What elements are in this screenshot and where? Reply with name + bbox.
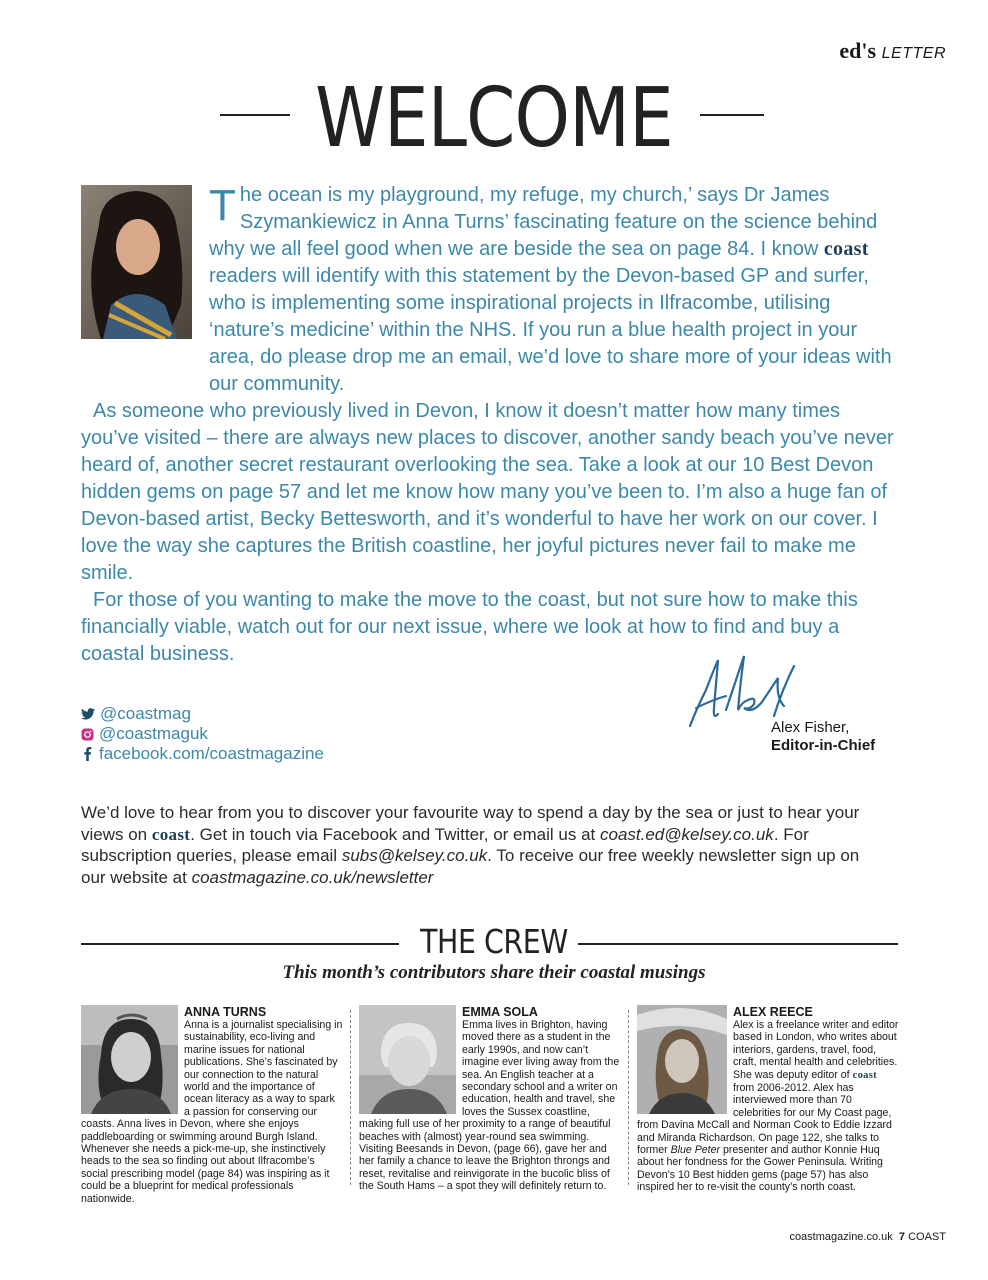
contributor-photo-anna <box>81 1005 178 1114</box>
footer-site: coastmagazine.co.uk <box>789 1231 893 1243</box>
crew-rule-right <box>578 943 898 945</box>
section-label-eds: ed's <box>839 38 877 63</box>
facebook-url: facebook.com/coastmagazine <box>99 744 324 763</box>
newsletter-url[interactable]: coastmagazine.co.uk/newsletter <box>191 867 434 887</box>
contributor-name: ALEX REECE <box>733 1005 813 1019</box>
crew-title: THE CREW <box>420 922 568 961</box>
subscriptions-email[interactable]: subs@kelsey.co.uk <box>341 846 488 865</box>
contact-text-b: . Get in touch via Facebook and Twitter, or email us at <box>190 824 600 844</box>
contributor-name: ANNA TURNS <box>184 1005 267 1019</box>
letter-p1-text-a: he ocean is my playground, my refuge, my church,’ says Dr James Szymankiewicz in Anna Turns’ fascinating feature on the science behind why we all feel good when we are beside the sea on page 84. I know <box>209 184 878 260</box>
contributor-alex-reece <box>637 1005 899 1194</box>
social-facebook[interactable] <box>81 744 324 764</box>
editorial-email[interactable]: coast.ed@kelsey.co.uk <box>600 824 774 844</box>
instagram-handle: @coastmaguk <box>99 724 208 743</box>
page-footer <box>789 1231 946 1243</box>
editors-letter <box>81 182 901 668</box>
brand-name: coast <box>852 1069 878 1081</box>
letter-paragraph-2: As someone who previously lived in Devon, I know it doesn’t matter how many times you’ve visited – there are always new places to discover, another sandy beach you’ve never heard of, another secret restaurant overlooking the sea. Take a look at our 10 Best Devon hidden gems on page 57 and let me know how many you’ve been to. I’m also a huge fan of Devon-based artist, Becky Bettesworth, and it’s wonderful to have her work on our cover. I love the way she captures the British coastline, her joyful pictures never fail to make me smile. <box>81 400 894 584</box>
contributor-photo-alex <box>637 1005 727 1114</box>
crew-subtitle: This month’s contributors share their coastal musings <box>282 962 706 983</box>
letter-p1-text-b: readers will identify with this statement by the Devon-based GP and surfer, who is implementing some inspirational projects in Ilfracombe, utilising ‘nature’s medicine’ within the NHS. If you run a blue health project in your area, do please drop me an email, we’d love to share more of your ideas with our community. <box>209 265 892 395</box>
editor-title: Editor-in-Chief <box>771 737 876 754</box>
contributor-bio: Emma lives in Brighton, having moved there as a student in the early 1990s, and now can’t imagine ever living away from the sea. An English teacher at a secondary school and a writer on education, health and travel, she loves the Sussex coastline, making full use of her proximity to a range of beautiful beaches with (almost) year-round sea swimming. Visiting Beesands in Devon, (page 66), gave her and her family a chance to leave the Brighton throngs and reset, revitalise and reinvigorate in the bucolic bliss of the South Hams – a spot they will definitely return to. <box>359 1019 620 1193</box>
contact-text-a: We’d love to hear from you to discover your favourite way to spend a day by the sea or just to hear your views on <box>81 803 860 844</box>
social-twitter[interactable] <box>81 704 324 724</box>
bio-text-c: presenter and author Konnie Huq about her fondness for the Gower Peninsula. Writing Devon’s 10 Best hidden gems (page 57) has also inspired her to re-visit the county’s north coast. <box>637 1144 883 1194</box>
column-divider <box>350 1010 351 1185</box>
drop-cap: T <box>209 181 236 230</box>
bio-text-b: from 2006-2012. Alex has interviewed more than 70 celebrities for our My Coast page, from Davina McCall and Norman Cook to Eddie Izzard and Miranda Richardson. On page 122, she talks to former <box>637 1082 892 1157</box>
column-divider <box>628 1010 629 1185</box>
bio-text-a: Alex is a freelance writer and editor based in London, who writes about interiors, gardens, travel, food, craft, mental health and celebrities. She was deputy editor of <box>733 1019 899 1081</box>
twitter-icon <box>81 708 95 720</box>
section-label-letter: LETTER <box>881 45 946 62</box>
letter-paragraph-3: For those of you wanting to make the move to the coast, but not sure how to make this financially viable, watch out for our next issue, where we look at how to find and buy a coastal business. <box>81 589 858 665</box>
page-title: WELCOME <box>315 71 673 166</box>
twitter-handle: @coastmag <box>100 704 191 723</box>
brand-name: coast <box>823 238 869 260</box>
brand-name: coast <box>151 824 191 844</box>
instagram-icon <box>81 728 94 741</box>
social-instagram[interactable] <box>81 724 324 744</box>
page-number: 7 <box>898 1231 906 1243</box>
contact-text-d: . To receive our free weekly newsletter sign up on our website at <box>81 846 860 887</box>
section-label <box>839 38 946 64</box>
title-rule-right <box>700 114 764 116</box>
contributor-photo-emma <box>359 1005 456 1114</box>
contact-paragraph <box>81 802 881 888</box>
contributor-anna-turns <box>81 1005 343 1205</box>
social-links <box>81 704 324 764</box>
contributor-bio: Anna is a journalist specialising in sustainability, eco-living and marine issues for national publications. She’s fascinated by our connection to the natural world and the importance of ocean literacy as a way to spark a passion for conserving our coasts. Anna lives in Devon, where she enjoys paddleboarding or swimming around Burgh Island. Whenever she needs a pick-me-up, she instinctively heads to the sea so finding out about Ilfracombe’s social prescribing model (page 84) was inspiring as it could be a blueprint for medical professionals nationwide. <box>81 1019 343 1205</box>
show-title: Blue Peter <box>670 1144 721 1157</box>
contact-text-c: . For subscription queries, please email <box>81 824 809 865</box>
photo-wrap-space <box>81 182 209 398</box>
editor-name: Alex Fisher, <box>771 719 850 736</box>
contributor-emma-sola <box>359 1005 621 1193</box>
contributor-name: EMMA SOLA <box>462 1005 538 1019</box>
footer-mag: COAST <box>908 1231 946 1243</box>
facebook-icon <box>81 747 94 761</box>
